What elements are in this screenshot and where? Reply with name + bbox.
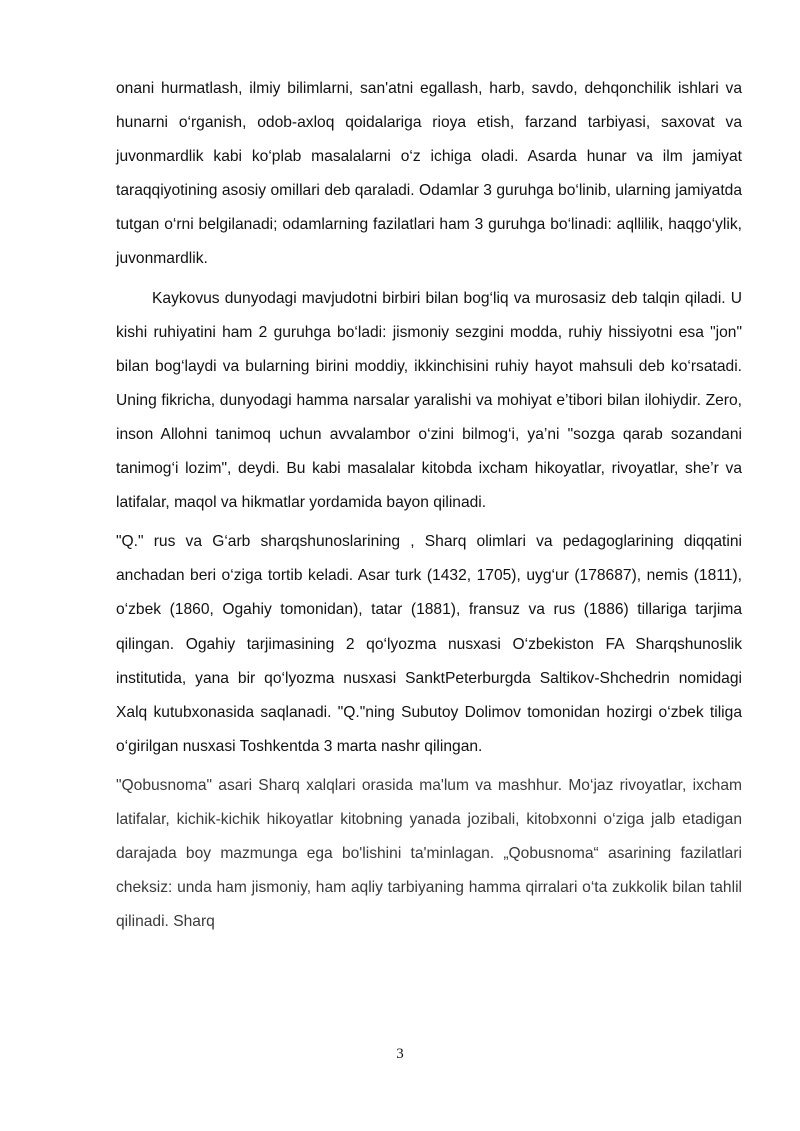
- paragraph-2: Kaykovus dunyodagi mavjudotni birbiri bilan bog‘liq va murosasiz deb talqin qiladi. U kishi ruhiyatini ham 2 guruhga bo‘ladi: jismoniy sezgini modda, ruhiy hissiyotni esa "jon" bilan bog‘laydi va bularning birini moddiy, ikkinchisini ruhiy hayot mahsuli deb ko‘rsatadi. Uning fikricha, dunyodagi hamma narsalar yaralishi va mohiyat e’tibori bilan ilohiydir. Zero, inson Allohni tanimoq uchun avvalambor o‘zini bilmog‘i, ya’ni "sozga qarab sozandani tanimog‘i lozim", deydi. Bu kabi masalalar kitobda ixcham hikoyatlar, rivoyatlar, she’r va latifalar, maqol va hikmatlar yordamida bayon qilinadi.: [116, 289, 742, 512]
- paragraph-3: "Q." rus va G‘arb sharqshunoslarining , Sharq olimlari va pedagoglarining diqqatini anchadan beri o‘ziga tortib keladi. Asar turk (1432, 1705), uyg‘ur (178687), nemis (1811), o‘zbek (1860, Ogahiy tomonidan), tatar (1881), fransuz va rus (1886) tillariga tarjima qilingan. Ogahiy tarjimasining 2 qo‘lyozma nusxasi O‘zbekiston FA Sharqshunoslik institutida, yana bir qo‘lyozma nusxasi SanktPeterburgda Saltikov-Shchedrin nomidagi Xalq kutubxonasida saqlanadi. "Q."ning Subutoy Dolimov tomonidan hozirgi o‘zbek tiliga o‘girilgan nusxasi Toshkentda 3 marta nashr qilingan.: [116, 533, 742, 755]
- paragraph-4: "Qobusnoma" asari Sharq xalqlari orasida ma'lum va mashhur. Mo‘jaz rivoyatlar, ixcham latifalar, kichik-kichik hikoyatlar kitobning yanada jozibali, kitobxonni o‘ziga jalb etadigan darajada boy mazmunga ega bo'lishini ta'minlagan. „Qobusnoma“ asarining fazilatlari cheksiz: unda ham jismoniy, ham aqliy tarbiyaning hamma qirralari o‘ta zukkolik bilan tahlil qilinadi. Sharq: [116, 776, 742, 931]
- paragraph-1: onani hurmatlash, ilmiy bilimlarni, san'atni egallash, harb, savdo, dehqonchilik ishlari va hunarni o‘rganish, odob-axloq qoidalariga rioya etish, farzand tarbiyasi, saxovat va juvonmardlik kabi ko‘plab masalalarni o‘z ichiga oladi. Asarda hunar va ilm jamiyat taraqqiyotining asosiy omillari deb qaraladi. Odamlar 3 guruhga bo‘linib, ularning jamiyatda tutgan o‘rni belgilanadi; odamlarning fazilatlari ham 3 guruhga bo‘linadi: aqllilik, haqgo‘ylik, juvonmardlik.: [116, 80, 742, 268]
- page-number: 3: [396, 1046, 404, 1062]
- body-text: [116, 72, 742, 939]
